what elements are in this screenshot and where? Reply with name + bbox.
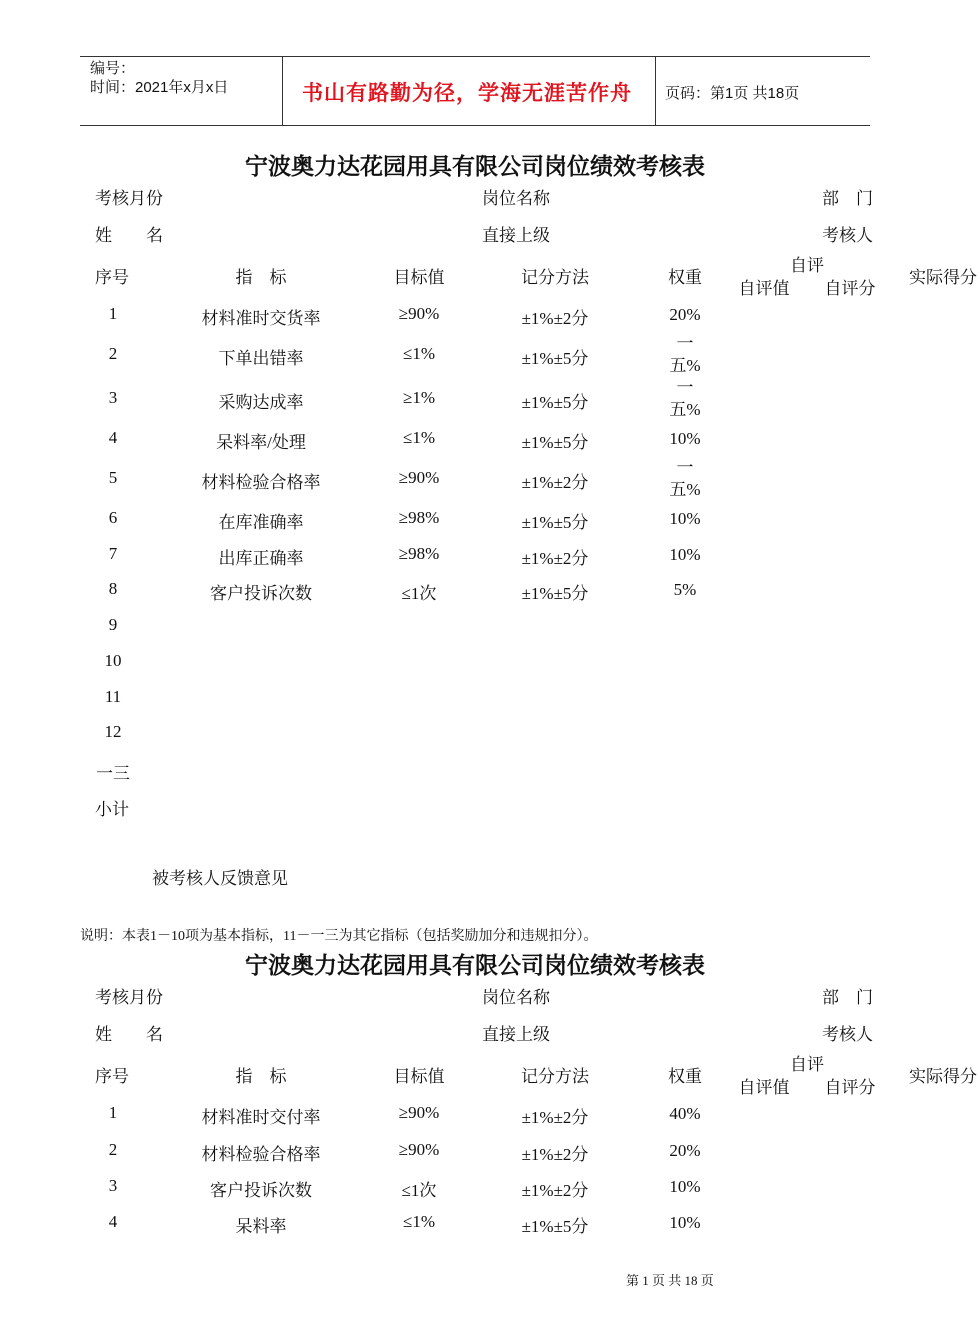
row-weight: 20% [669, 1141, 701, 1160]
row-indicator: 在库准确率 [218, 513, 304, 532]
col-indicator-header: 指 标 [235, 1067, 287, 1086]
col-actual-header: 实际得分 [909, 1067, 977, 1086]
col-target-header: 目标值 [393, 1067, 445, 1086]
row-indicator: 呆料率 [235, 1217, 287, 1236]
row-no: 4 [108, 428, 118, 447]
col-target-header: 目标值 [393, 268, 445, 287]
row-no: 3 [108, 388, 118, 407]
col-self-score-header: 自评分 [824, 1078, 876, 1097]
col-method-header: 记分方法 [521, 268, 589, 287]
row-indicator: 材料准时交货率 [201, 309, 321, 328]
row-target: ≥98% [398, 544, 440, 563]
row-target: ≥90% [398, 304, 440, 323]
field-assessor-label: 考核人 [822, 1025, 873, 1044]
row-indicator: 采购达成率 [218, 393, 304, 412]
row-no-empty: 11 [104, 687, 122, 706]
row-indicator: 材料检验合格率 [201, 1145, 321, 1164]
row-no: 2 [108, 344, 118, 363]
col-weight-header: 权重 [668, 268, 702, 287]
col-self-score-header: 自评分 [824, 279, 876, 298]
row-weight: 20% [669, 305, 701, 324]
field-month-label: 考核月份 [95, 189, 163, 208]
row-weight: 一五% [669, 378, 701, 419]
row-indicator: 材料检验合格率 [201, 473, 321, 492]
col-actual-header: 实际得分 [909, 268, 977, 287]
col-no-header: 序号 [95, 268, 129, 287]
field-superior-label: 直接上级 [482, 226, 550, 245]
field-name-label: 姓 名 [95, 226, 163, 245]
row-no: 1 [108, 1103, 118, 1122]
row-target: ≤1% [403, 428, 435, 447]
field-month-label: 考核月份 [95, 988, 163, 1007]
row-target: ≥90% [398, 468, 440, 487]
col-no-header: 序号 [95, 1067, 129, 1086]
table1-title: 宁波奥力达花园用具有限公司岗位绩效考核表 [245, 153, 705, 180]
table2-title: 宁波奥力达花园用具有限公司岗位绩效考核表 [245, 952, 705, 979]
row-weight: 10% [669, 509, 701, 528]
row-no-empty: 12 [104, 722, 122, 741]
row-method: ±1%±5分 [521, 393, 589, 412]
doc-number-label: 编号： [90, 60, 136, 77]
row-no: 2 [108, 1140, 118, 1159]
col-indicator-header: 指 标 [235, 268, 287, 287]
row-method: ±1%±2分 [521, 1181, 589, 1200]
row-no: 1 [108, 304, 118, 323]
row-indicator: 呆料率/处理 [216, 433, 306, 452]
row-no-empty: 10 [104, 651, 122, 670]
row-target: ≤1% [403, 344, 435, 363]
header-meta [90, 59, 228, 97]
row-indicator: 材料准时交付率 [201, 1108, 321, 1127]
row-target: ≥1% [403, 388, 435, 407]
field-dept-label: 部 门 [822, 189, 873, 208]
row-weight: 40% [669, 1104, 701, 1123]
row-weight: 10% [669, 1177, 701, 1196]
header-divider [282, 57, 283, 125]
row-target: ≤1% [403, 1212, 435, 1231]
row-indicator: 出库正确率 [218, 549, 304, 568]
row-no-empty: 9 [108, 615, 118, 634]
row-indicator: 客户投诉次数 [210, 1181, 312, 1200]
row-no: 3 [108, 1176, 118, 1195]
row-method: ±1%±2分 [521, 473, 589, 492]
row-no: 8 [108, 579, 118, 598]
row-target: ≥98% [398, 508, 440, 527]
row-weight: 10% [669, 1213, 701, 1232]
row-method: ±1%±5分 [521, 349, 589, 368]
row-no: 4 [108, 1212, 118, 1231]
field-position-label: 岗位名称 [482, 988, 550, 1007]
row-target: ≥90% [398, 1103, 440, 1122]
field-position-label: 岗位名称 [482, 189, 550, 208]
row-target: ≤1次 [401, 1181, 437, 1200]
row-no-empty: 一三 [96, 764, 130, 783]
header-divider [655, 57, 656, 125]
page-header [80, 56, 870, 126]
header-page-info: 页码：第1页 共18页 [665, 85, 800, 102]
col-method-header: 记分方法 [521, 1067, 589, 1086]
feedback-label: 被考核人反馈意见 [152, 869, 288, 888]
field-dept-label: 部 门 [822, 988, 873, 1007]
col-self-header: 自评 [790, 256, 824, 275]
page-footer: 第 1 页 共 18 页 [626, 1273, 714, 1288]
row-no: 7 [108, 544, 118, 563]
table-note: 说明：本表1－10项为基本指标，11－一三为其它指标（包括奖励加分和违规扣分）。 [80, 929, 598, 944]
row-weight: 10% [669, 429, 701, 448]
col-self-value-header: 自评值 [738, 1078, 790, 1097]
row-indicator: 客户投诉次数 [210, 584, 312, 603]
row-target: ≥90% [398, 1140, 440, 1159]
field-assessor-label: 考核人 [822, 226, 873, 245]
row-method: ±1%±5分 [521, 1217, 589, 1236]
row-target: ≤1次 [401, 584, 437, 603]
row-method: ±1%±2分 [521, 549, 589, 568]
col-weight-header: 权重 [668, 1067, 702, 1086]
col-self-value-header: 自评值 [738, 279, 790, 298]
row-method: ±1%±5分 [521, 584, 589, 603]
row-indicator: 下单出错率 [218, 349, 304, 368]
row-method: ±1%±5分 [521, 513, 589, 532]
row-weight: 10% [669, 545, 701, 564]
row-weight: 5% [673, 580, 697, 599]
subtotal-label: 小计 [95, 800, 129, 819]
row-no: 5 [108, 468, 118, 487]
row-weight: 一五% [669, 458, 701, 499]
col-self-header: 自评 [790, 1055, 824, 1074]
row-no: 6 [108, 508, 118, 527]
row-method: ±1%±2分 [521, 309, 589, 328]
doc-time-label: 时间：2021年x月x日 [90, 79, 229, 96]
field-superior-label: 直接上级 [482, 1025, 550, 1044]
header-motto: 书山有路勤为径，学海无涯苦作舟 [302, 81, 632, 105]
row-method: ±1%±2分 [521, 1108, 589, 1127]
row-method: ±1%±5分 [521, 433, 589, 452]
field-name-label: 姓 名 [95, 1025, 163, 1044]
row-weight: 一五% [669, 334, 701, 375]
row-method: ±1%±2分 [521, 1145, 589, 1164]
